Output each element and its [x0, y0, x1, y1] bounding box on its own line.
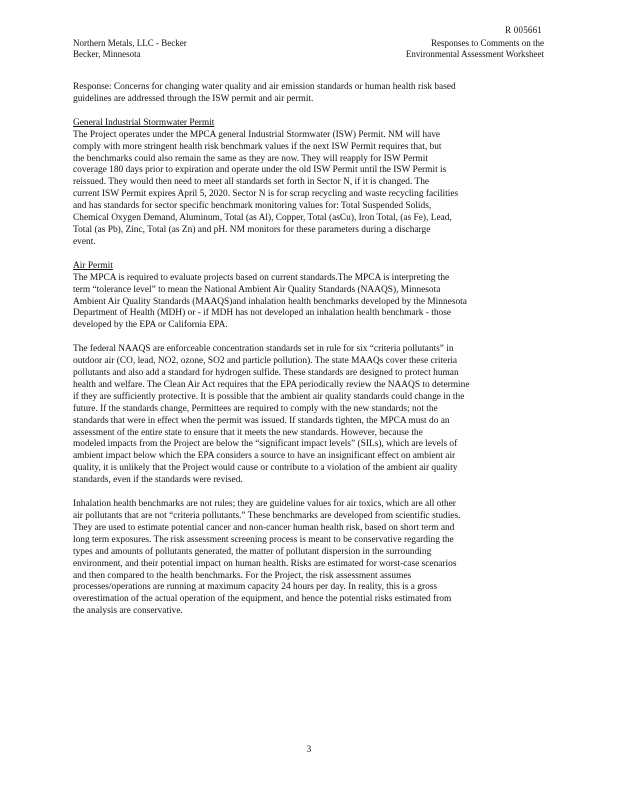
isw-permit-section: [73, 118, 547, 249]
air-permit-section: [73, 261, 547, 332]
text-line: coverage 180 days prior to expiration and operate under the old ISW Permit until the ISW Permit is: [73, 165, 447, 176]
text-line: pollutants and also add a standard for hydrogen sulfide. These standards are designed to protect human: [73, 368, 459, 379]
document-body: [73, 82, 547, 630]
text-line: current ISW Permit expires April 5, 2020. Sector N is for scrap recycling and waste recycling facilities: [73, 189, 459, 200]
section-heading-isw: General Industrial Stormwater Permit: [73, 117, 215, 128]
text-line: Total (as Pb), Zinc, Total (as Zn) and pH. NM monitors for these parameters during a discharge: [73, 224, 431, 235]
text-line: the benchmarks could also remain the same as they are now. They will reapply for ISW Permit: [73, 153, 428, 164]
header-doc-subtitle: Environmental Assessment Worksheet: [405, 49, 544, 59]
text-line: developed by the EPA or California EPA.: [73, 320, 228, 331]
text-line: term “tolerance level” to mean the National Ambient Air Quality Standards (NAAQS), Minnesota: [73, 284, 441, 295]
section-heading-air: Air Permit: [73, 260, 113, 271]
text-line: Chemical Oxygen Demand, Aluminum, Total (as Al), Copper, Total (asCu), Iron Total, (as Fe), Lead,: [73, 213, 452, 224]
response-paragraph: [73, 82, 547, 106]
text-line: assessment of the entire state to ensure that it meets the new standards. However, because the: [73, 427, 423, 438]
text-line: event.: [73, 236, 96, 247]
text-line: Ambient Air Quality Standards (MAAQS)and inhalation health benchmarks developed by the Minnesota: [73, 296, 467, 307]
text-line: the analysis are conservative.: [73, 606, 183, 617]
text-line: health and welfare. The Clean Air Act requires that the EPA periodically review the NAAQS to determine: [73, 379, 470, 390]
text-line: modeled impacts from the Project are below the “significant impact levels” (SILs), which are levels of: [73, 439, 458, 450]
header-doc-title: Responses to Comments on the: [431, 38, 544, 48]
text-line: outdoor air (CO, lead, NO2, ozone, SO2 and particle pollution). The state MAAQs cover these criteria: [73, 356, 458, 367]
header-company: Northern Metals, LLC - Becker: [73, 38, 187, 48]
text-line: air pollutants that are not “criteria pollutants.” These benchmarks are developed from scientific studies.: [73, 511, 461, 521]
text-line: Inhalation health benchmarks are not rules; they are guideline values for air toxics, which are all other: [73, 499, 456, 510]
inhalation-benchmarks-paragraph: [73, 499, 547, 618]
text-line: and then compared to the health benchmarks. For the Project, the risk assessment assumes: [73, 570, 412, 581]
header-right: [406, 38, 544, 60]
text-line: environment, and their potential impact on human health. Risks are estimated for worst-case scenarios: [73, 558, 457, 569]
text-line: ambient impact below which the EPA considers a source to have an insignificant effect on ambient air: [73, 451, 456, 462]
text-line: overestimation of the actual operation of the equipment, and hence the potential risks estimated from: [73, 594, 452, 605]
text-line: Response: Concerns for changing water quality and air emission standards or human health risk based: [73, 82, 456, 92]
text-line: and has standards for sector specific benchmark monitoring values for: Total Suspended Solids,: [73, 201, 432, 212]
text-line: processes/operations are running at maximum capacity 24 hours per day. In reality, this is a gross: [73, 582, 438, 593]
text-line: comply with more stringent health risk benchmark values if the next ISW Permit requires that, but: [73, 141, 442, 152]
page-number: 3: [306, 744, 312, 754]
text-line: future. If the standards change, Permittees are required to comply with the new standards; not the: [73, 403, 438, 414]
text-line: reissued. They would then need to meet all standards set forth in Sector N, if it is changed. The: [73, 177, 430, 188]
header-location: Becker, Minnesota: [73, 49, 141, 59]
text-line: They are used to estimate potential cancer and non-cancer human health risk, based on short term and: [73, 522, 455, 533]
text-line: standards, even if the standards were revised.: [73, 475, 243, 486]
text-line: guidelines are addressed through the ISW permit and air permit.: [73, 93, 314, 104]
text-line: The federal NAAQS are enforceable concentration standards set in rule for six “criteria pollutants” in: [73, 344, 454, 355]
text-line: The Project operates under the MPCA general Industrial Stormwater (ISW) Permit. NM will have: [73, 129, 441, 140]
bates-number: R 005661: [505, 25, 542, 35]
text-line: long term exposures. The risk assessment screening process is meant to be conservative regarding the: [73, 534, 454, 545]
text-line: if they are sufficiently protective. It is possible that the ambient air quality standards could change in the: [73, 391, 465, 402]
header-left: [73, 38, 187, 60]
text-line: standards that were in effect when the permit was issued. If standards tighten, the MPCA must do an: [73, 415, 450, 426]
text-line: The MPCA is required to evaluate projects based on current standards.The MPCA is interpreting the: [73, 272, 450, 283]
naaqs-paragraph: [73, 344, 547, 487]
text-line: types and amounts of pollutants generated, the matter of pollutant dispersion in the surrounding: [73, 546, 432, 557]
text-line: quality, it is unlikely that the Project would cause or contribute to a violation of the ambient air quality: [73, 463, 458, 474]
text-line: Department of Health (MDH) or - if MDH has not developed an inhalation health benchmark - those: [73, 308, 452, 319]
